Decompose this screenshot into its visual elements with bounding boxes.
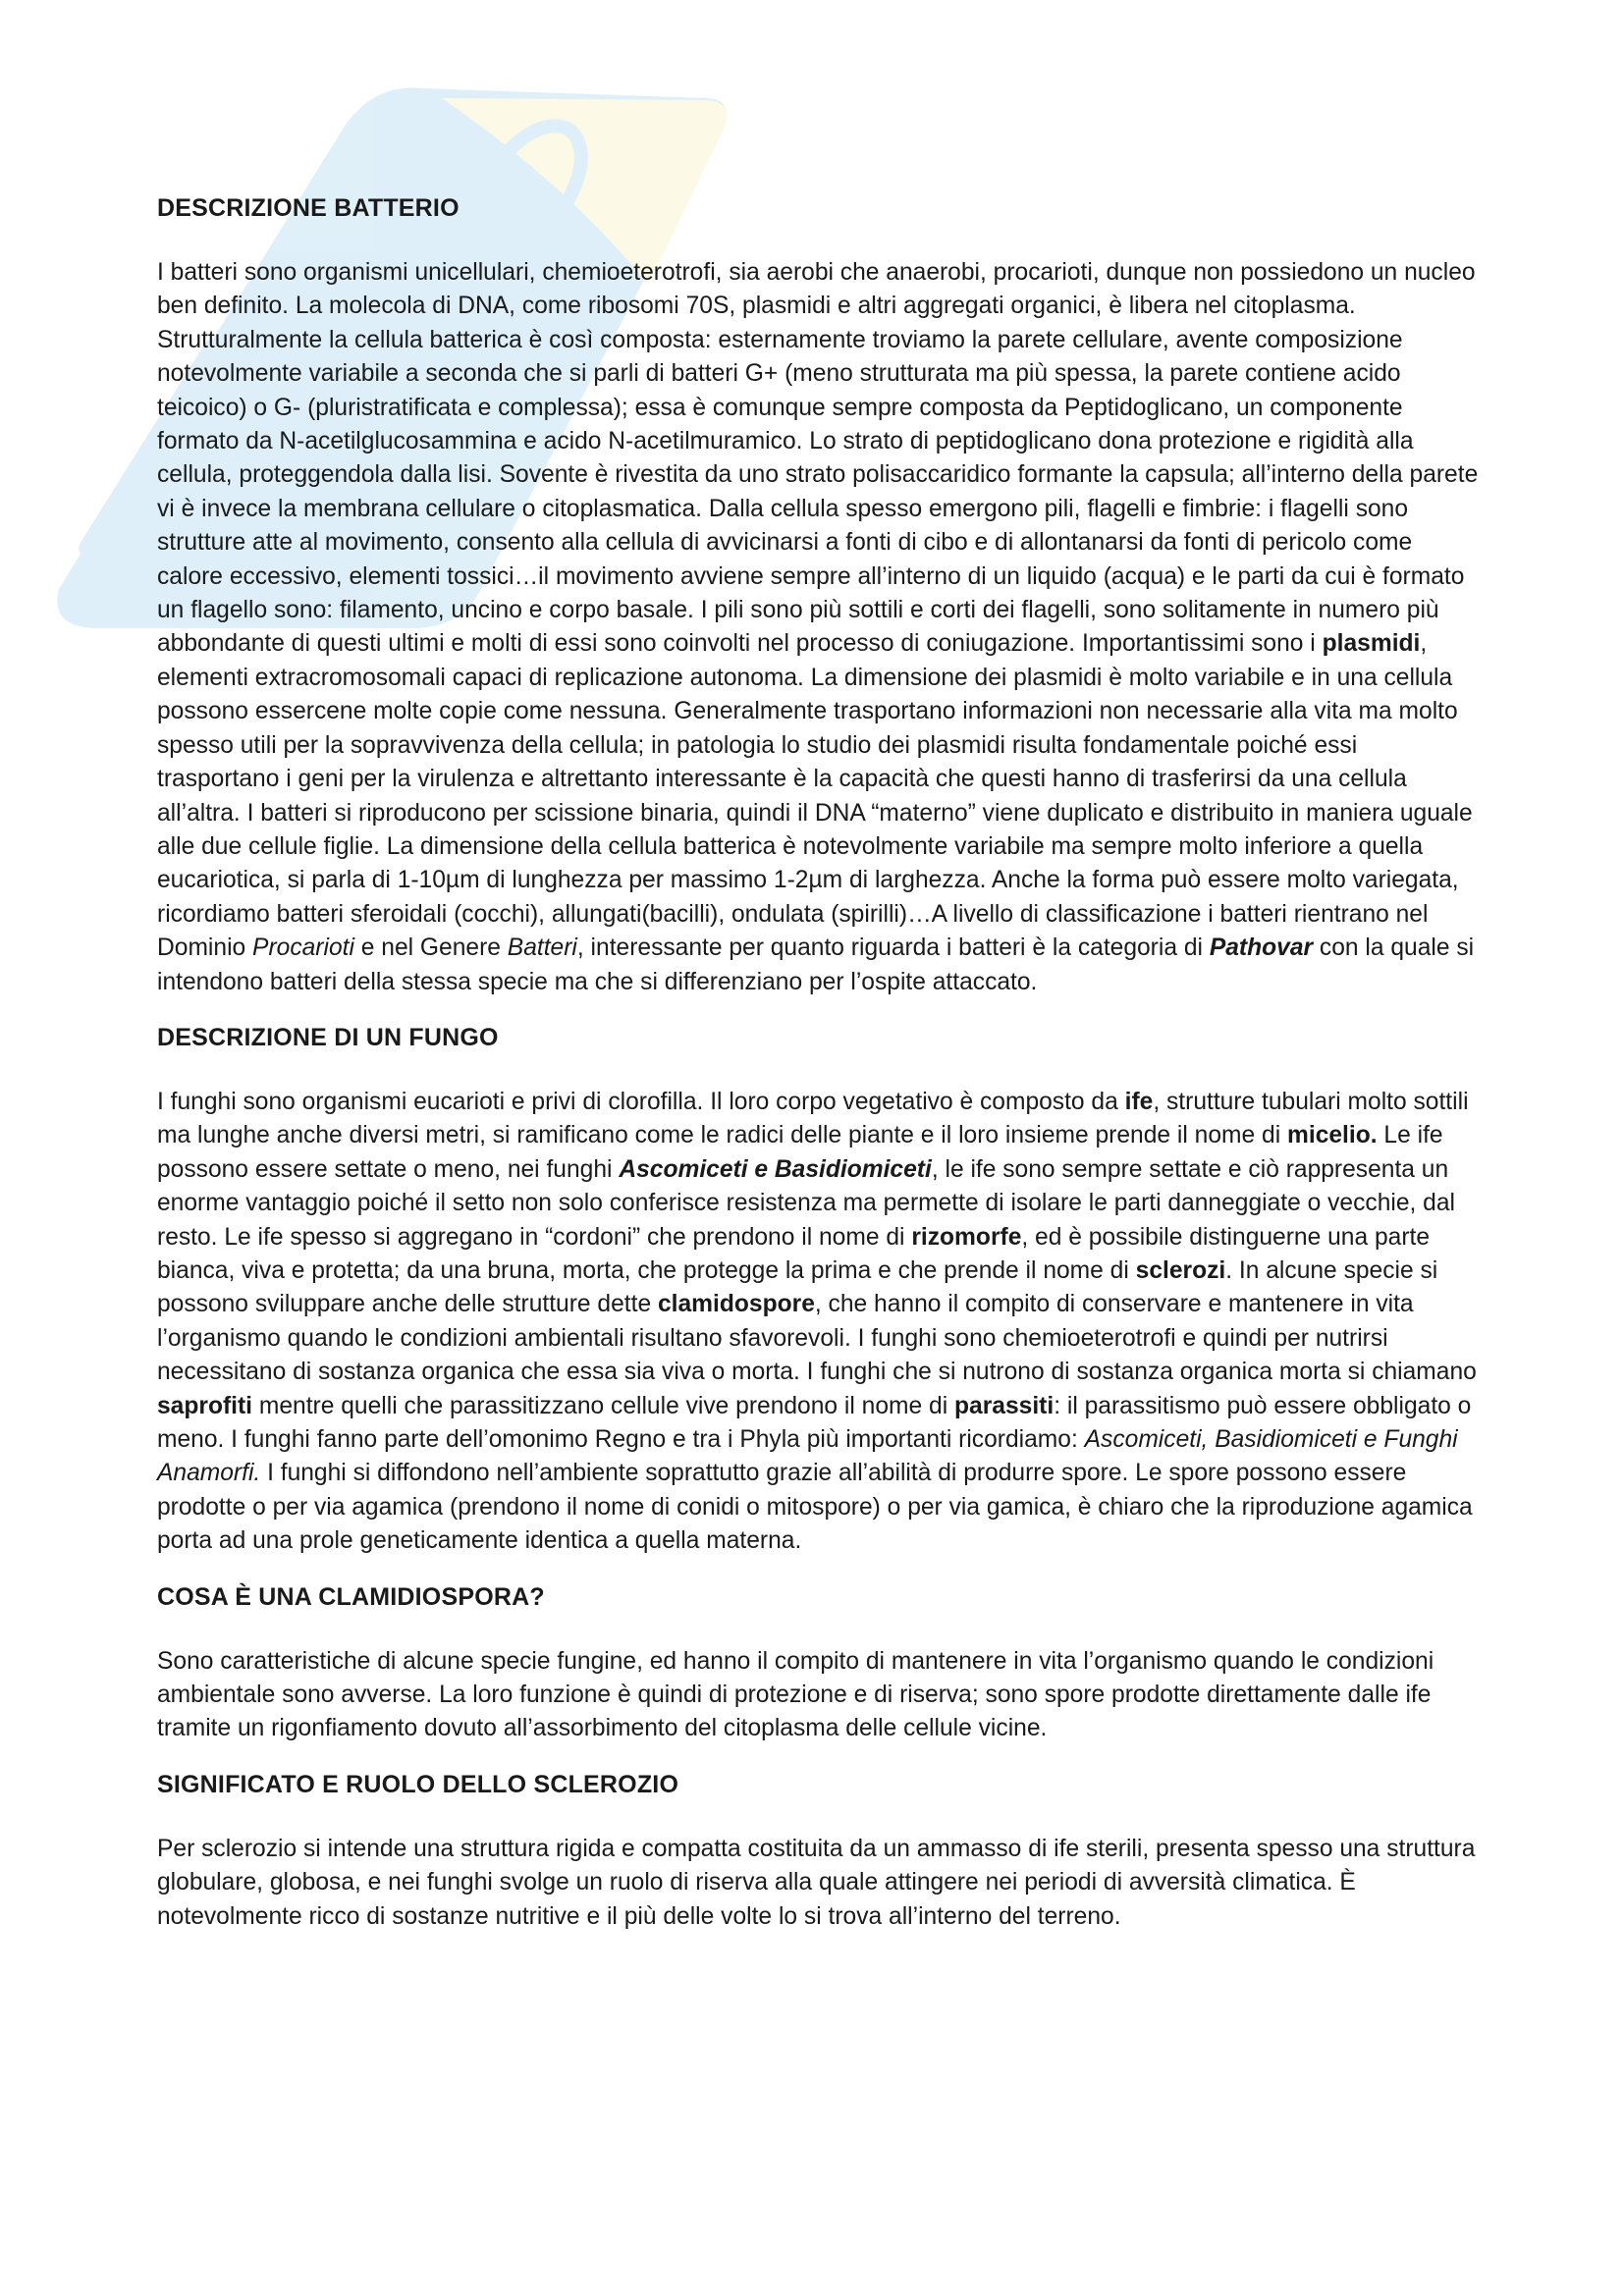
section-batterio (157, 191, 1483, 999)
bold-italic-term: Pathovar (1209, 934, 1314, 962)
text-run: Sono caratteristiche di alcune specie fungine, ed hanno il compito di mantenere in vita l’organismo quando le condizioni ambientale sono avverse. La loro funzione è quindi di protezione e di riserva; sono spore prodotte direttamente dalle ife tramite un rigonfiamento dovuto all’assorbimento del citoplasma delle cellule vicine. (157, 1647, 1434, 1742)
heading-fungo: DESCRIZIONE DI UN FUNGO (157, 1023, 499, 1051)
paragraph-sclerozio (157, 1833, 1483, 1934)
italic-term: Procarioti (252, 934, 354, 962)
text-run: I funghi si diffondono nell’ambiente soprattutto grazie all’abilità di produrre spore. Le spore possono essere prodotte o per via agamica (prendono il nome di conidi o mitospore) o per via gamica, è chiaro che la riproduzione agamica porta ad una prole geneticamente identica a quella materna. (157, 1460, 1473, 1555)
text-run: Le ife possono essere settate o meno, nei funghi (157, 1122, 1443, 1183)
text-run: I batteri sono organismi unicellulari, chemioeterotrofi, sia aerobi che anaerobi, procarioti, dunque non possiedono un nucleo ben definito. La molecola di DNA, come ribosomi 70S, plasmidi e altri aggregati organici, è libera nel citoplasma. Strutturalmente la cellula batterica è così composta: esternamente troviamo la parete cellulare, avente composizione notevolmente variabile a seconda che si parli di batteri G+ (meno strutturata ma più spessa, la parete contiene acido teicoico) o G- (pluristratificata e complessa); essa è comunque sempre composta da Peptidoglicano, un componente formato da N-acetilglucosammina e acido N-acetilmuramico. Lo strato di peptidoglicano dona protezione e rigidità alla cellula, proteggendola dalla lisi. Sovente è rivestita da uno strato polisaccaridico formante la capsula; all’interno della parete vi è invece la membrana cellulare o citoplasmatica. Dalla cellula spesso emergono pili, flagelli e fimbrie: i flagelli sono strutture atte al movimento, consento alla cellula di avvicinarsi a fonti di cibo e di allontanarsi da fonti di pericolo come calore eccessivo, elementi tossici…il movimento avviene sempre all’interno di un liquido (acqua) e le parti da cui è formato un flagello sono: filamento, uncino e corpo basale. I pili sono più sottili e corti dei flagelli, sono solitamente in numero più abbondante di questi ultimi e molti di essi sono coinvolti nel processo di coniugazione. Importantissimi sono i (157, 259, 1479, 658)
bold-term: ife (1124, 1088, 1154, 1115)
text-run: mentre quelli che parassitizzano cellule vive prendono il nome di (252, 1392, 955, 1419)
text-run: e nel Genere (353, 934, 508, 962)
heading-sclerozio: SIGNIFICATO E RUOLO DELLO SCLEROZIO (157, 1770, 679, 1798)
italic-term: Ascomiceti, Basidiomiceti e Funghi Anamorfi. (157, 1426, 1458, 1487)
text-run: , ed è possibile distinguerne una parte bianca, viva e protetta; da una bruna, morta, che protegge la prima e che prende il nome di (157, 1223, 1431, 1284)
document-page (157, 191, 1483, 1955)
section-sclerozio (157, 1768, 1483, 1934)
italic-term: Batteri (507, 934, 577, 962)
bold-term: micelio. (1287, 1122, 1378, 1149)
paragraph-fungo (157, 1086, 1483, 1559)
text-run: con la quale si intendono batteri della stessa specie ma che si differenziano per l’ospite attaccato. (157, 934, 1475, 995)
text-run: , le ife sono sempre settate e ciò rappresenta un enorme vantaggio poiché il setto non solo conferisce resistenza ma permette di isolare le parti danneggiate o vecchie, dal resto. Le ife spesso si aggregano in “cordoni” che prendono il nome di (157, 1155, 1455, 1251)
text-run: I funghi sono organismi eucarioti e privi di clorofilla. Il loro corpo vegetativo è composto da (157, 1088, 1125, 1115)
paragraph-clamidiospora (157, 1645, 1483, 1746)
bold-term: saprofiti (157, 1392, 253, 1419)
section-fungo (157, 1021, 1483, 1559)
text-run: Per sclerozio si intende una struttura rigida e compatta costituita da un ammasso di ife sterili, presenta spesso una struttura globulare, globosa, e nei funghi svolge un ruolo di riserva alla quale attingere nei periodi di avversità climatica. È notevolmente ricco di sostanze nutritive e il più delle volte lo si trova all’interno del terreno. (157, 1835, 1476, 1930)
text-run: , elementi extracromosomali capaci di replicazione autonoma. La dimensione dei plasmidi è molto variabile e in una cellula possono essercene molte copie come nessuna. Generalmente trasportano informazioni non necessarie alla vita ma molto spesso utili per la sopravvivenza della cellula; in patologia lo studio dei plasmidi risulta fondamentale poiché essi trasportano i geni per la virulenza e altrettanto interessante è la capacità che questi hanno di trasferirsi da una cellula all’altra. I batteri si riproducono per scissione binaria, quindi il DNA “materno” viene duplicato e distribuito in maniera uguale alle due cellule figlie. La dimensione della cellula batterica è notevolmente variabile ma sempre molto inferiore a quella eucariotica, si parla di 1-10µm di lunghezza per massimo 1-2µm di larghezza. Anche la forma può essere molto variegata, ricordiamo batteri sferoidali (cocchi), allungati(bacilli), ondulata (spirilli)…A livello di classificazione i batteri rientrano nel Dominio (157, 630, 1473, 962)
bold-term: parassiti (954, 1392, 1055, 1419)
text-run: , che hanno il compito di conservare e mantenere in vita l’organismo quando le condizioni ambientali risultano sfavorevoli. I funghi sono chemioeterotrofi e quindi per nutrirsi necessitano di sostanza organica che essa sia viva o morta. I funghi che si nutrono di sostanza organica morta si chiamano (157, 1291, 1477, 1386)
paragraph-batterio (157, 256, 1483, 999)
bold-term: sclerozi (1135, 1256, 1226, 1284)
text-run: , interessante per quanto riguarda i batteri è la categoria di (576, 934, 1210, 962)
section-clamidiospora (157, 1580, 1483, 1746)
text-run: . In alcune specie si possono sviluppare anche delle strutture dette (157, 1256, 1438, 1318)
bold-italic-term: Ascomiceti e Basidiomiceti (619, 1155, 932, 1183)
heading-batterio: DESCRIZIONE BATTERIO (157, 194, 460, 222)
bold-term: rizomorfe (911, 1223, 1022, 1251)
bold-term: plasmidi (1322, 630, 1421, 658)
bold-term: clamidospore (657, 1291, 815, 1318)
text-run: : il parassitismo può essere obbligato o meno. I funghi fanno parte dell’omonimo Regno e tra i Phyla più importanti ricordiamo: (157, 1392, 1472, 1453)
heading-clamidiospora: COSA È UNA CLAMIDIOSPORA? (157, 1582, 545, 1611)
text-run: , strutture tubulari molto sottili ma lunghe anche diversi metri, si ramificano come le radici delle piante e il loro insieme prende il nome di (157, 1088, 1469, 1149)
